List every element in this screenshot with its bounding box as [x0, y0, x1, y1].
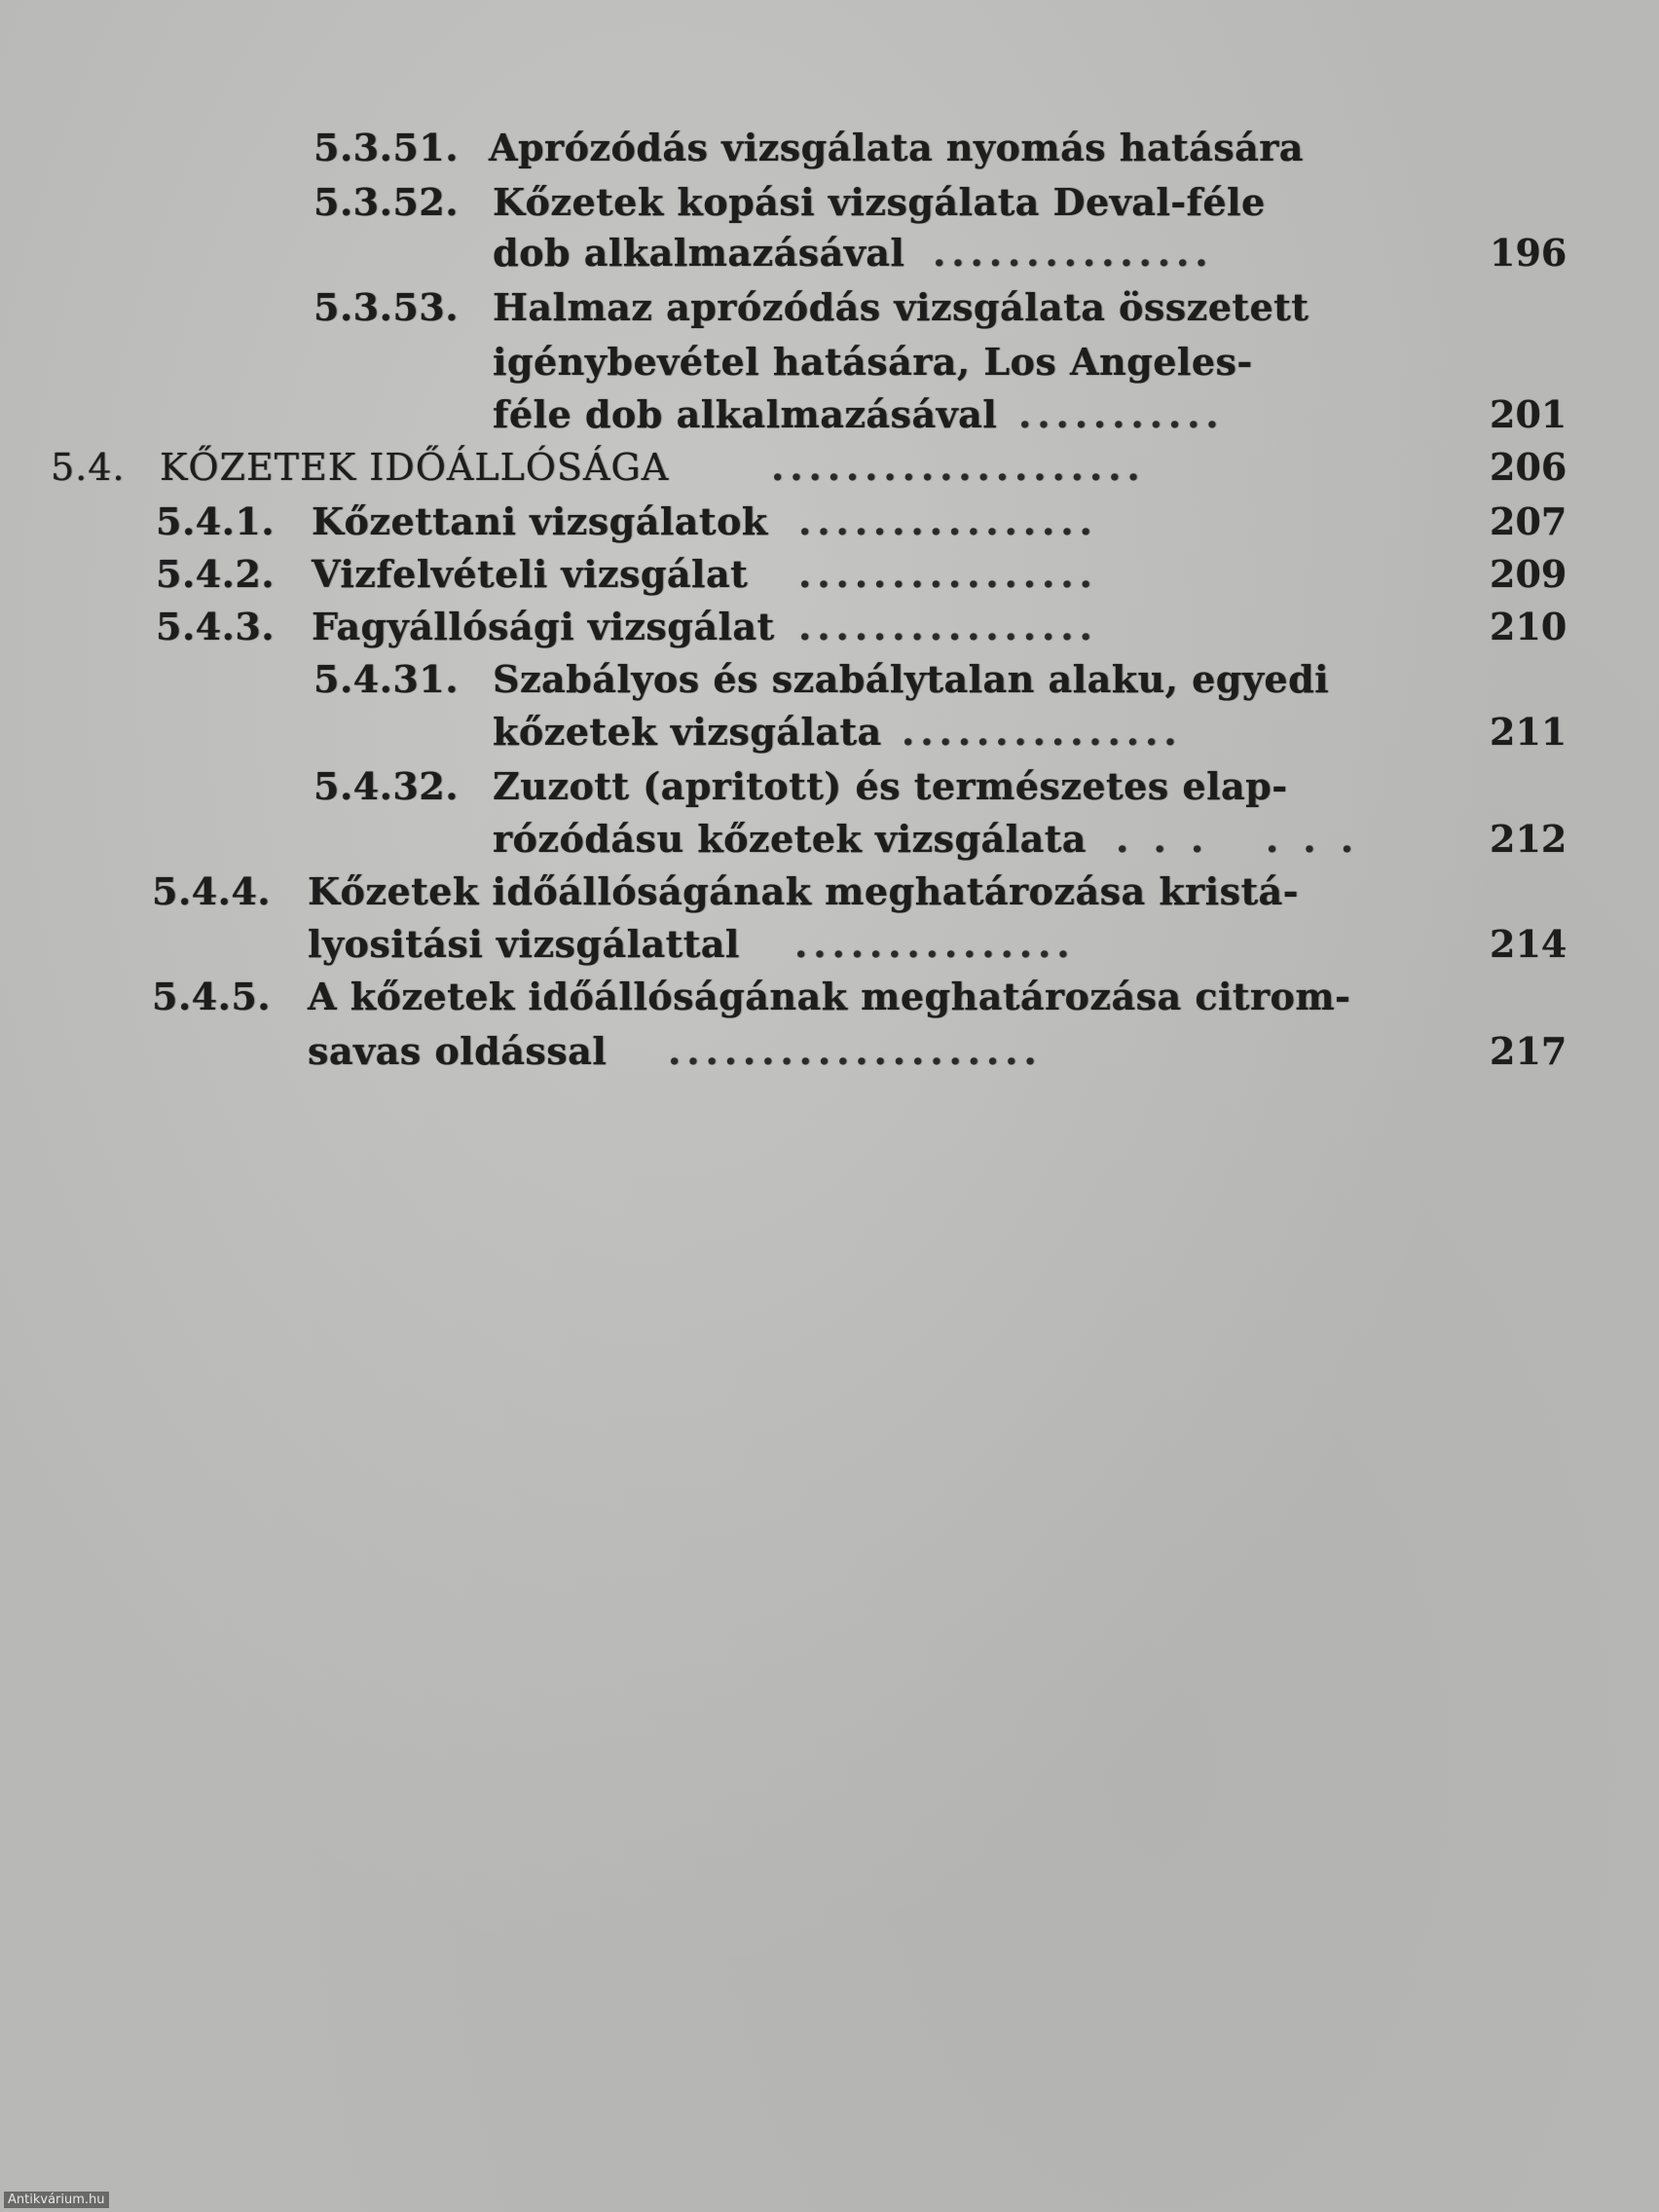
toc-entry-continuation — [493, 226, 1330, 280]
leader-dots: ............... — [794, 922, 1076, 966]
entry-page-number: 217 — [1490, 1029, 1567, 1073]
toc-entry-5-4-2 — [156, 547, 1324, 602]
leader-dots: . . . . . . — [1116, 817, 1359, 861]
toc-entry-continuation — [493, 705, 1330, 759]
entry-title: igénybevétel hatására, Los Angeles- — [493, 340, 1253, 384]
entry-page-number: 201 — [1490, 392, 1567, 436]
entry-title: féle dob alkalmazásával — [493, 392, 998, 436]
entry-number: 5.4. — [51, 446, 126, 489]
leader-dots: ................ — [798, 552, 1098, 596]
toc-entry-5-3-51 — [313, 121, 1384, 175]
entry-title: lyositási vizsgálattal — [308, 922, 740, 966]
entry-page-number: 211 — [1490, 710, 1567, 754]
entry-title: KŐZETEK IDŐÁLLÓSÁGA — [160, 446, 670, 489]
entry-page-number: 210 — [1490, 605, 1567, 648]
entry-title: kőzetek vizsgálata — [493, 710, 882, 754]
entry-number: 5.4.32. — [313, 764, 459, 808]
watermark: Antikvárium.hu — [4, 2192, 109, 2208]
toc-section-5-4 — [51, 440, 1326, 495]
toc-entry-5-4-5 — [152, 970, 1418, 1024]
toc-entry-continuation — [308, 1024, 1330, 1079]
entry-page-number: 209 — [1490, 552, 1567, 596]
entry-number: 5.3.52. — [313, 180, 459, 224]
leader-dots: ................ — [798, 605, 1098, 648]
toc-entry-5-4-4 — [152, 865, 1369, 919]
entry-title: rózódásu kőzetek vizsgálata — [493, 817, 1087, 861]
leader-dots: ................ — [798, 499, 1098, 543]
entry-page-number: 206 — [1490, 445, 1567, 489]
table-of-contents — [0, 0, 1659, 1090]
leader-dots: ............... — [902, 710, 1183, 754]
entry-number: 5.3.53. — [313, 285, 459, 329]
toc-entry-5-3-53 — [313, 280, 1384, 335]
entry-title: A kőzetek időállóságának meghatározása citrom- — [308, 975, 1351, 1018]
entry-title: Halmaz aprózódás vizsgálata összetett — [493, 285, 1309, 329]
entry-title: Kőzettani vizsgálatok — [312, 499, 768, 543]
entry-title: savas oldással — [308, 1029, 608, 1073]
entry-title: Aprózódás vizsgálata nyomás hatására — [489, 126, 1304, 169]
entry-page-number: 207 — [1490, 499, 1567, 543]
toc-entry-5-3-52 — [313, 175, 1384, 230]
toc-entry-continuation — [308, 917, 1330, 972]
entry-page-number: 196 — [1490, 231, 1567, 275]
leader-dots: ............... — [933, 231, 1214, 275]
entry-number: 5.4.31. — [313, 657, 459, 701]
toc-entry-continuation — [493, 387, 1330, 442]
entry-title: Kőzetek kopási vizsgálata Deval-féle — [493, 180, 1266, 224]
entry-page-number: 212 — [1490, 817, 1567, 861]
entry-number: 5.4.2. — [156, 552, 276, 596]
entry-page-number: 214 — [1490, 922, 1567, 966]
entry-title: Fagyállósági vizsgálat — [312, 605, 775, 648]
toc-entry-continuation — [493, 335, 1330, 389]
entry-number: 5.3.51. — [313, 126, 459, 169]
entry-title: Szabályos és szabálytalan alaku, egyedi — [493, 657, 1330, 701]
toc-entry-5-4-3 — [156, 600, 1324, 654]
entry-number: 5.4.4. — [152, 869, 272, 913]
toc-entry-5-4-1 — [156, 495, 1324, 549]
leader-dots: ........... — [1018, 392, 1225, 436]
leader-dots: .................... — [771, 445, 1146, 489]
leader-dots: .................... — [668, 1029, 1043, 1073]
entry-number: 5.4.1. — [156, 499, 276, 543]
entry-number: 5.4.3. — [156, 605, 276, 648]
toc-entry-continuation — [493, 812, 1359, 866]
toc-entry-5-4-31 — [313, 652, 1384, 707]
toc-entry-5-4-32 — [313, 759, 1384, 814]
entry-title: dob alkalmazásával — [493, 231, 905, 275]
entry-number: 5.4.5. — [152, 975, 272, 1018]
entry-title: Kőzetek időállóságának meghatározása kristá- — [308, 869, 1299, 913]
entry-title: Zuzott (apritott) és természetes elap- — [493, 764, 1288, 808]
entry-title: Vizfelvételi vizsgálat — [312, 552, 749, 596]
